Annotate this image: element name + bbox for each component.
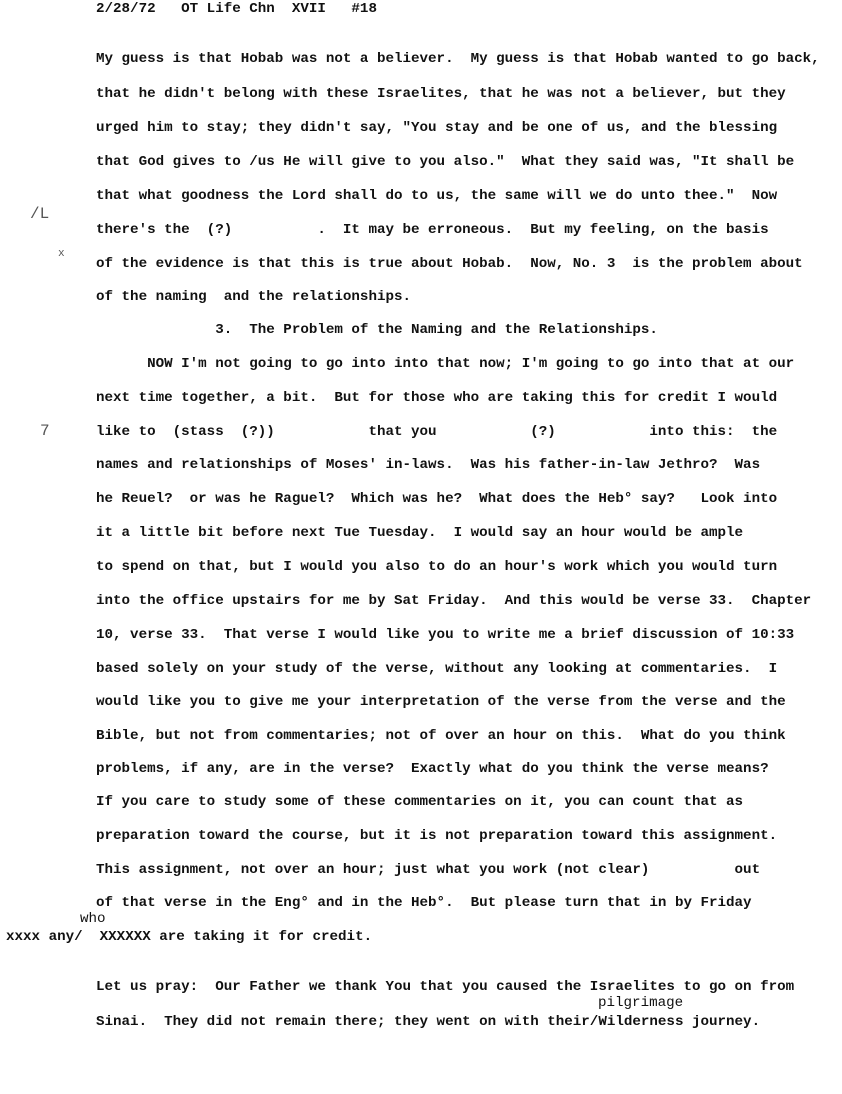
text-line: that God gives to /us He will give to you also." What they said was, "It shall be (96, 154, 795, 170)
margin-mark: 7 (40, 422, 50, 440)
page-header: 2/28/72 OT Life Chn XVII #18 (96, 1, 377, 17)
text-line: problems, if any, are in the verse? Exactly what do you think the verse means? (96, 761, 769, 777)
text-line: My guess is that Hobab was not a believer. My guess is that Hobab wanted to go back, (96, 51, 820, 67)
text-line: that what goodness the Lord shall do to us, the same will we do unto thee." Now (96, 188, 778, 204)
handwritten-insertion: who (80, 911, 106, 927)
text-line: of the evidence is that this is true about Hobab. Now, No. 3 is the problem about (96, 256, 803, 272)
text-line: he Reuel? or was he Raguel? Which was he? What does the Heb° say? Look into (96, 491, 778, 507)
prayer-line: Let us pray: Our Father we thank You that you caused the Israelites to go on from (96, 979, 795, 995)
margin-mark: x (58, 248, 65, 260)
text-line: to spend on that, but I would you also to do an hour's work which you would turn (96, 559, 778, 575)
text-line: names and relationships of Moses' in-laws. Was his father-in-law Jethro? Was (96, 457, 761, 473)
text-line: NOW I'm not going to go into into that now; I'm going to go into that at our (96, 356, 795, 372)
prayer-line: Sinai. They did not remain there; they went on with their/Wilderness journey. (96, 1014, 761, 1030)
text-line: it a little bit before next Tue Tuesday. I would say an hour would be ample (96, 525, 744, 541)
text-line: based solely on your study of the verse, without any looking at commentaries. I (96, 661, 778, 677)
text-line: of that verse in the Eng° and in the Heb°. But please turn that in by Friday (96, 895, 752, 911)
text-line: If you care to study some of these commentaries on it, you can count that as (96, 794, 744, 810)
text-line: there's the (?) . It may be erroneous. But my feeling, on the basis (96, 222, 769, 238)
text-line: 10, verse 33. That verse I would like you to write me a brief discussion of 10:33 (96, 627, 795, 643)
margin-mark: /L (30, 205, 50, 223)
text-line: like to (stass (?)) that you (?) into this: the (96, 424, 778, 440)
text-line: would like you to give me your interpretation of the verse from the verse and the (96, 694, 786, 710)
text-line: that he didn't belong with these Israelites, that he was not a believer, but they (96, 86, 786, 102)
handwritten-insertion: pilgrimage (598, 995, 684, 1011)
text-line: urged him to stay; they didn't say, "You stay and be one of us, and the blessing (96, 120, 778, 136)
text-line: This assignment, not over an hour; just what you work (not clear) out (96, 862, 761, 878)
section-heading: 3. The Problem of the Naming and the Relationships. (96, 322, 658, 338)
text-line: Bible, but not from commentaries; not of over an hour on this. What do you think (96, 728, 786, 744)
text-line: preparation toward the course, but it is not preparation toward this assignment. (96, 828, 778, 844)
text-line: next time together, a bit. But for those who are taking this for credit I would (96, 390, 778, 406)
text-line: into the office upstairs for me by Sat Friday. And this would be verse 33. Chapter (96, 593, 812, 609)
text-line: of the naming and the relationships. (96, 289, 412, 305)
credit-line: xxxx any/ XXXXXX are taking it for credit. (6, 929, 373, 945)
